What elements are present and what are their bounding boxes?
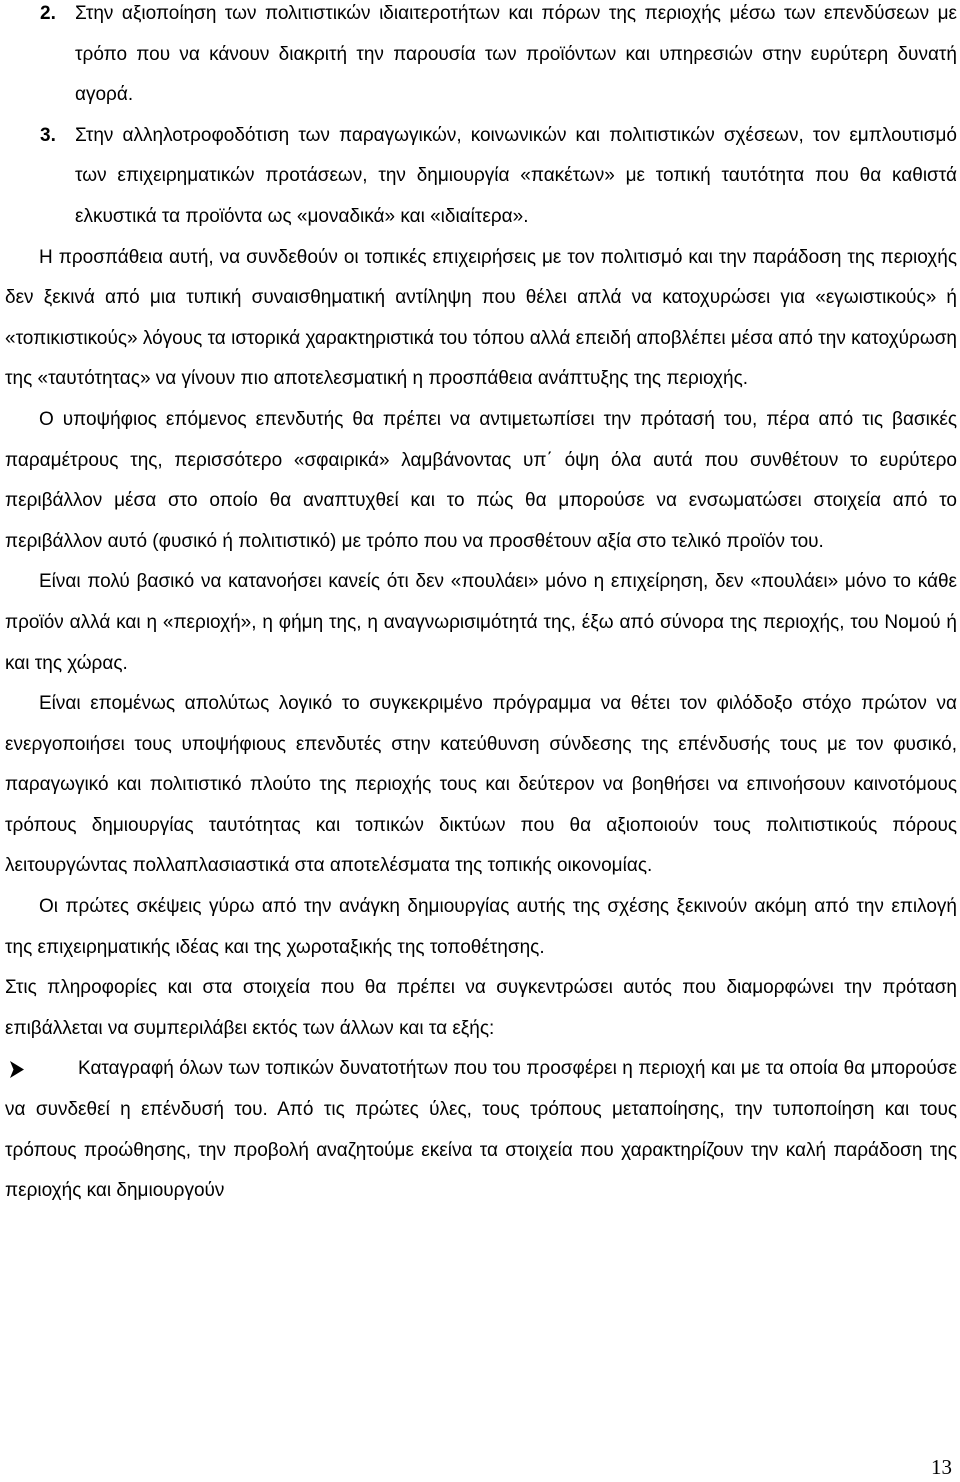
list-item-3 bbox=[5, 116, 957, 238]
bullet-text: Καταγραφή όλων των τοπικών δυνατοτήτων που του προσφέρει η περιοχή και με τα οποία θα μπορούσε να συνδεθεί η επένδυσή του. Από τις πρώτες ύλες, τους τρόπους μεταποίησης, την τυποποίηση και τους τρόπους προώθησης, την προβολή αναζητούμε εκείνα τα στοιχεία που χαρακτηρίζουν την καλή παράδοση της περιοχής και δημιουργούν bbox=[5, 1058, 957, 1202]
paragraph-6: Στις πληροφορίες και στα στοιχεία που θα πρέπει να συγκεντρώσει αυτός που διαμορφώνει την πρόταση επιβάλλεται να συμπεριλάβει εκτός των άλλων και τα εξής: bbox=[5, 977, 957, 1039]
list-item-text: Στην αξιοποίηση των πολιτιστικών ιδιαιτεροτήτων και πόρων της περιοχής μέσω των επενδύσεων με τρόπο που να κάνουν διακριτή την παρουσία των προϊόντων και υπηρεσιών στην ευρύτερη δυνατή αγορά. bbox=[75, 3, 957, 106]
bullet-item bbox=[5, 1049, 957, 1211]
paragraph-3: Είναι πολύ βασικό να κατανοήσει κανείς ότι δεν «πουλάει» μόνο η επιχείρηση, δεν «πουλάει» μόνο το κάθε προϊόν αλλά και η «περιοχή», η φήμη της, η αναγνωρισιμότητά της, έξω από σύνορα της περιοχής, του Νομού ή και της χώρας. bbox=[5, 571, 957, 674]
list-number: 3. bbox=[40, 124, 56, 146]
document-page bbox=[5, 0, 957, 1212]
arrowhead-bullet-icon bbox=[7, 1049, 27, 1089]
list-item-text: Στην αλληλοτροφοδότιση των παραγωγικών, κοινωνικών και πολιτιστικών σχέσεων, τον εμπλουτισμό των επιχειρηματικών προτάσεων, την δημιουργία «πακέτων» με τοπική ταυτότητα που θα καθιστά ελκυστικά τα προϊόντα ως «μοναδικά» και «ιδιαίτερα». bbox=[75, 124, 957, 227]
paragraph-1: Η προσπάθεια αυτή, να συνδεθούν οι τοπικές επιχειρήσεις με τον πολιτισμό και την παράδοση της περιοχής δεν ξεκινά από μια τυπική συναισθηματική αντίληψη που θέλει απλά να κατοχυρώσει για «εγωιστικούς» ή «τοπικιστικούς» λόγους τα ιστορικά χαρακτηριστικά του τόπου αλλά επειδή αποβλέπει μέσα από την κατοχύρωση της «ταυτότητας» να γίνουν πιο αποτελεσματική η προσπάθεια ανάπτυξης της περιοχής. bbox=[5, 246, 957, 390]
page-number: 13 bbox=[931, 1455, 952, 1479]
paragraph-4: Είναι επομένως απολύτως λογικό το συγκεκριμένο πρόγραμμα να θέτει τον φιλόδοξο στόχο πρώτον να ενεργοποιήσει τους υποψήφιους επενδυτές στην κατεύθυνση σύνδεσης της επένδυσής τους με τον φυσικό, παραγωγικό και πολιτιστικό πλούτο της περιοχής τους και δεύτερον να βοηθήσει να επινοήσουν καινοτόμους τρόπους δημιουργίας ταυτότητας και τοπικών δικτύων που θα αξιοποιούν τους πολιτιστικούς πόρους λειτουργώντας πολλαπλασιαστικά στα αποτελέσματα της τοπικής οικονομίας. bbox=[5, 693, 957, 877]
list-item-2 bbox=[5, 0, 957, 116]
list-number: 2. bbox=[40, 3, 56, 24]
paragraph-5: Οι πρώτες σκέψεις γύρω από την ανάγκη δημιουργίας αυτής της σχέσης ξεκινούν ακόμη από την επιλογή της επιχειρηματικής ιδέας και της χωροταξικής της τοποθέτησης. bbox=[5, 896, 957, 958]
paragraph-2: Ο υποψήφιος επόμενος επενδυτής θα πρέπει να αντιμετωπίσει την πρότασή του, πέρα από τις βασικές παραμέτρους της, περισσότερο «σφαιρικά» λαμβάνοντας υπ΄ όψη όλα αυτά που συνθέτουν το ευρύτερο περιβάλλον μέσα στο οποίο θα αναπτυχθεί και το πώς θα μπορούσε να ενσωματώσει στοιχεία από το περιβάλλον αυτό (φυσικό ή πολιτιστικό) με τρόπο που να προσθέτουν αξία στο τελικό προϊόν του. bbox=[5, 408, 957, 552]
